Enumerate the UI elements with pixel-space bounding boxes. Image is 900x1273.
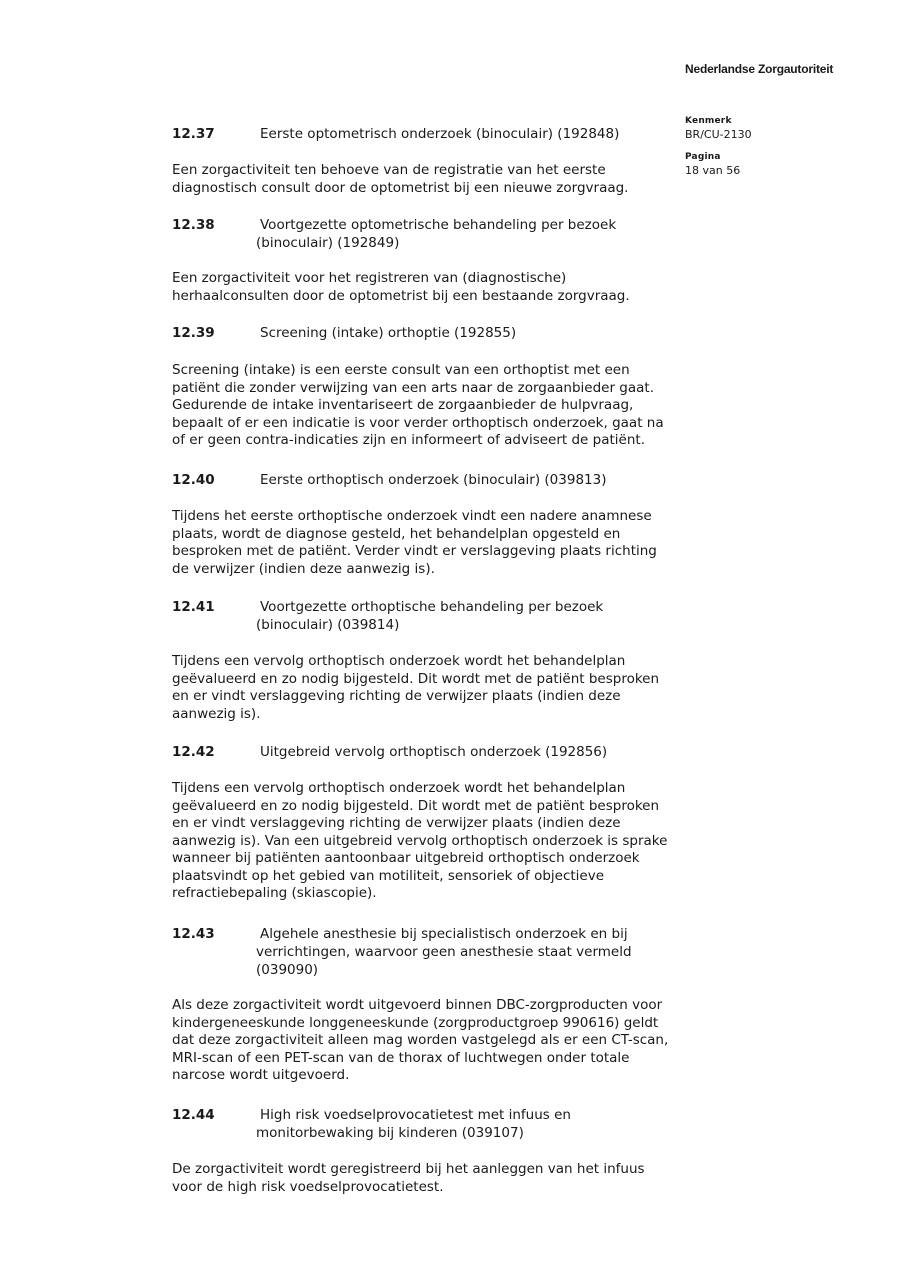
section-title: (binoculair) (039814): [256, 617, 400, 633]
body-line: Gedurende de intake inventariseert de zorgaanbieder de hulpvraag,: [172, 397, 634, 413]
section-number: 12.40: [172, 472, 215, 488]
section-title: Screening (intake) orthoptie (192855): [260, 325, 517, 341]
kenmerk-value: BR/CU-2130: [685, 128, 752, 141]
body-line: de verwijzer (indien deze aanwezig is).: [172, 560, 435, 577]
body-line: Een zorgactiviteit voor het registreren van (diagnostische): [172, 270, 567, 286]
body-line: en er vindt verslaggeving richting de verwijzer plaats (indien deze: [172, 815, 621, 831]
pagina-block: [685, 150, 740, 178]
body-line: aanwezig is). Van een uitgebreid vervolg orthoptisch onderzoek is sprake: [172, 832, 668, 849]
section-title: (039090): [256, 962, 319, 978]
section-title: (binoculair) (192849): [256, 235, 400, 251]
body-line: Als deze zorgactiviteit wordt uitgevoerd binnen DBC-zorgproducten voor: [172, 997, 663, 1013]
body-line: voor de high risk voedselprovocatietest.: [172, 1178, 444, 1195]
section-body: [172, 162, 692, 197]
body-line: MRI-scan of een PET-scan van de thorax of luchtwegen onder totale: [172, 1049, 630, 1066]
section-body: [172, 997, 692, 1085]
body-line: Tijdens een vervolg orthoptisch onderzoek wordt het behandelplan: [172, 780, 626, 796]
section-number: 12.42: [172, 744, 215, 760]
section-number: 12.38: [172, 217, 215, 233]
body-line: Tijdens het eerste orthoptische onderzoek vindt een nadere anamnese: [172, 508, 652, 524]
section-title: Eerste optometrisch onderzoek (binoculair) (192848): [260, 126, 620, 142]
section-number: 12.44: [172, 1107, 215, 1123]
section-title: Voortgezette orthoptische behandeling per bezoek: [260, 599, 604, 615]
body-line: Een zorgactiviteit ten behoeve van de registratie van het eerste: [172, 162, 606, 178]
section-title: Algehele anesthesie bij specialistisch onderzoek en bij: [260, 926, 628, 942]
section-body: [172, 780, 692, 903]
organization-name: Nederlandse Zorgautoriteit: [685, 62, 834, 76]
body-line: of er geen contra-indicaties zijn en informeert of adviseert de patiënt.: [172, 432, 645, 448]
section-title: High risk voedselprovocatietest met infuus en: [260, 1107, 571, 1123]
pagina-label: Pagina: [685, 152, 721, 162]
section-title: Eerste orthoptisch onderzoek (binoculair) (039813): [260, 472, 607, 488]
section-number: 12.39: [172, 325, 215, 341]
section-title: verrichtingen, waarvoor geen anesthesie staat vermeld: [256, 944, 632, 960]
body-line: refractiebepaling (skiascopie).: [172, 885, 377, 901]
body-line: Tijdens een vervolg orthoptisch onderzoek wordt het behandelplan: [172, 653, 626, 669]
body-line: besproken met de patiënt. Verder vindt er verslaggeving plaats richting: [172, 543, 657, 559]
body-line: geëvalueerd en zo nodig bijgesteld. Dit wordt met de patiënt besproken: [172, 797, 660, 814]
body-line: Screening (intake) is een eerste consult van een orthoptist met een: [172, 362, 630, 378]
section-body: [172, 653, 692, 723]
body-line: diagnostisch consult door de optometrist bij een nieuwe zorgvraag.: [172, 179, 629, 196]
body-line: plaats, wordt de diagnose gesteld, het behandelplan opgesteld en: [172, 525, 621, 542]
kenmerk-label: Kenmerk: [685, 116, 732, 126]
section-title: Voortgezette optometrische behandeling per bezoek: [260, 217, 617, 233]
section-body: [172, 270, 692, 305]
section-title: Uitgebreid vervolg orthoptisch onderzoek (192856): [260, 744, 608, 760]
body-line: herhaalconsulten door de optometrist bij een bestaande zorgvraag.: [172, 287, 630, 304]
section-body: [172, 1161, 692, 1196]
section-body: [172, 508, 692, 578]
section-number: 12.43: [172, 926, 215, 942]
body-line: plaatsvindt op het gebied van motiliteit, sensoriek of objectieve: [172, 867, 605, 884]
section-title: monitorbewaking bij kinderen (039107): [256, 1125, 524, 1141]
body-line: geëvalueerd en zo nodig bijgesteld. Dit wordt met de patiënt besproken: [172, 670, 660, 687]
section-body: [172, 362, 692, 450]
body-line: en er vindt verslaggeving richting de verwijzer plaats (indien deze: [172, 688, 621, 704]
body-line: aanwezig is).: [172, 705, 261, 722]
body-line: narcose wordt uitgevoerd.: [172, 1067, 350, 1083]
body-line: dat deze zorgactiviteit alleen mag worden vastgelegd als er een CT-scan,: [172, 1032, 669, 1048]
body-line: wanneer bij patiënten aantoonbaar uitgebreid orthoptisch onderzoek: [172, 850, 640, 866]
pagina-value: 18 van 56: [685, 164, 741, 177]
kenmerk-block: [685, 114, 752, 142]
section-number: 12.37: [172, 126, 215, 142]
body-line: De zorgactiviteit wordt geregistreerd bij het aanleggen van het infuus: [172, 1161, 645, 1177]
body-line: bepaalt of er een indicatie is voor verder orthoptisch onderzoek, gaat na: [172, 414, 664, 431]
body-line: patiënt die zonder verwijzing van een arts naar de zorgaanbieder gaat.: [172, 379, 654, 396]
body-line: kindergeneeskunde longgeneeskunde (zorgproductgroep 990616) geldt: [172, 1014, 659, 1031]
section-number: 12.41: [172, 599, 215, 615]
